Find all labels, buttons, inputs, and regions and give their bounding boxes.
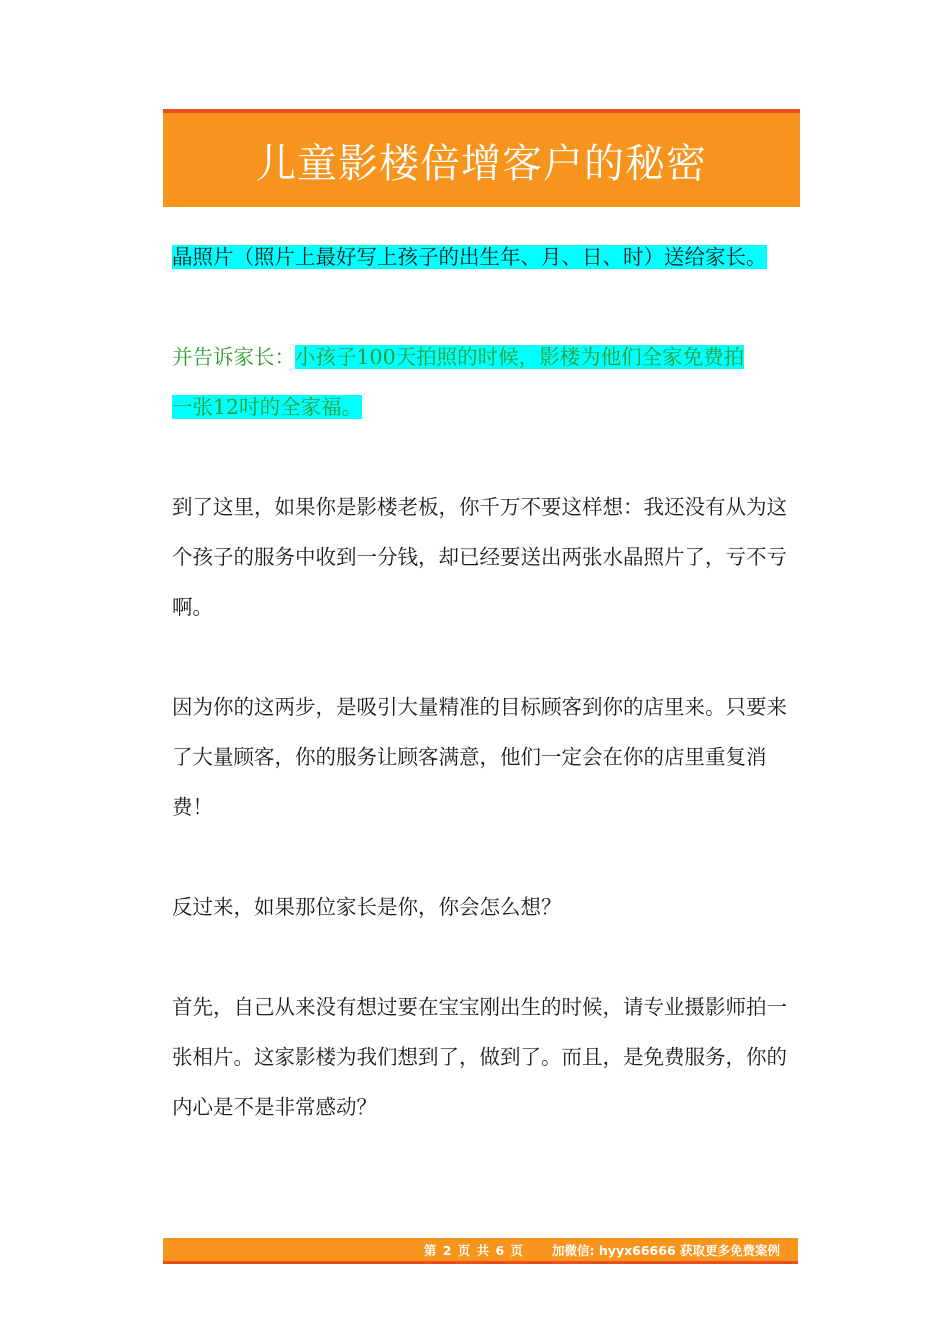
- paragraph-tell-parent: [172, 332, 794, 432]
- page-title: 儿童影楼倍增客户的秘密: [256, 140, 707, 187]
- tell-parent-line1: 小孩子100天拍照的时候，影楼为他们全家免费拍: [295, 345, 745, 369]
- document-body: [172, 232, 794, 1132]
- tell-parent-prefix: 并告诉家长：: [172, 345, 295, 369]
- paragraph-owner-thought: 到了这里，如果你是影楼老板，你千万不要这样想：我还没有从为这个孩子的服务中收到一分钱，却已经要送出两张水晶照片了，亏不亏啊。: [172, 495, 787, 619]
- tell-parent-line2: 一张12吋的全家福。: [172, 395, 363, 419]
- paragraph-crystal-photo: [172, 232, 794, 282]
- paragraph-parent-perspective: 反过来，如果那位家长是你，你会怎么想？: [172, 895, 562, 919]
- title-banner: [163, 109, 800, 207]
- paragraph-attract-customers: 因为你的这两步，是吸引大量精准的目标顾客到你的店里来。只要来了大量顾客，你的服务让顾客满意，他们一定会在你的店里重复消费！: [172, 695, 787, 819]
- page-number: 第 2 页 共 6 页: [423, 1242, 525, 1258]
- footer-promo: 加微信: hyyx66666 获取更多免费案例: [552, 1242, 780, 1258]
- footer-bar: [163, 1238, 798, 1264]
- highlighted-text: 晶照片（照片上最好写上孩子的出生年、月、日、时）送给家长。: [172, 245, 767, 269]
- paragraph-first-impression: 首先，自己从来没有想过要在宝宝刚出生的时候，请专业摄影师拍一张相片。这家影楼为我们想到了，做到了。而且，是免费服务，你的内心是不是非常感动？: [172, 995, 787, 1119]
